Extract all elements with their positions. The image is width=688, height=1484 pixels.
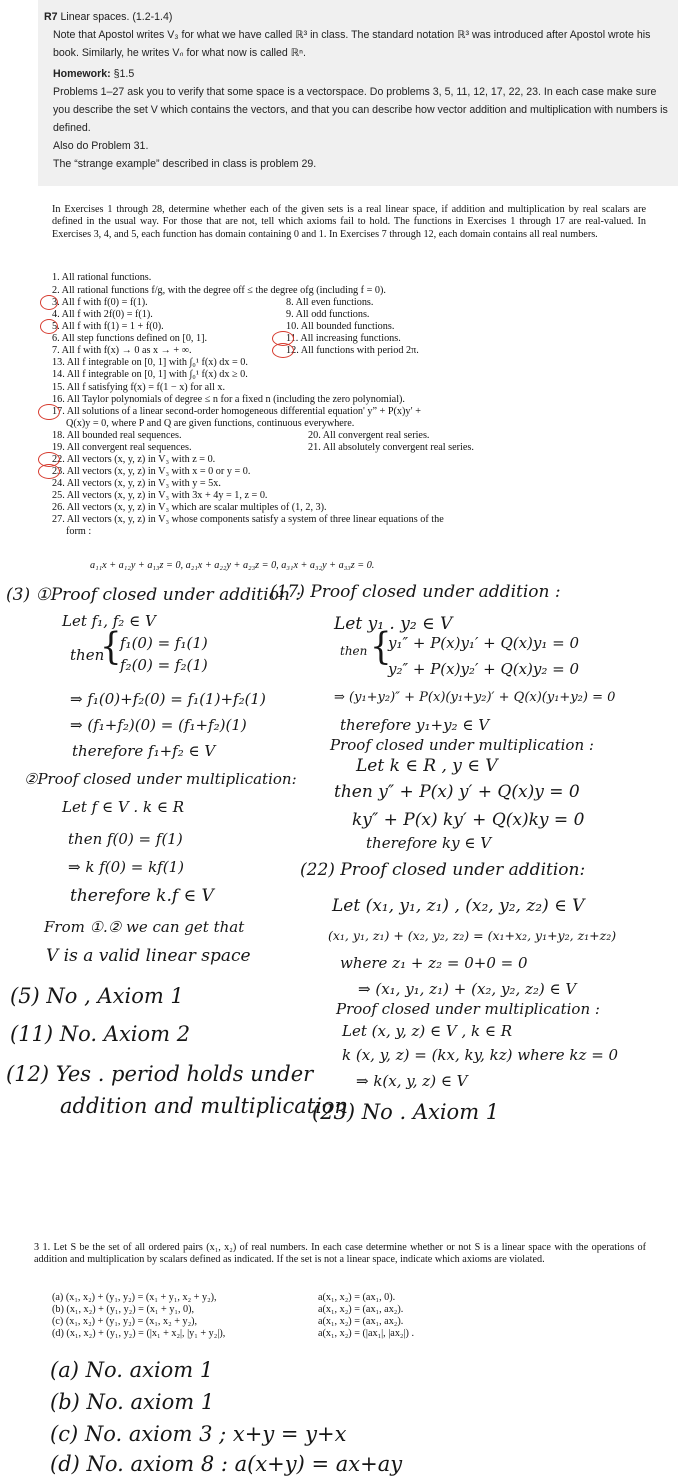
- exercise-7: 7. All f with f(x) → 0 as x → + ∞.: [52, 345, 192, 356]
- exercise-14: 14. All f integrable on [0, 1] with ∫₀¹ f(x) dx ≥ 0.: [52, 369, 248, 380]
- exercise-21: 21. All absolutely convergent real series.: [308, 442, 474, 453]
- exercise-17-line2: Q(x)y = 0, where P and Q are given functions, continuous everywhere.: [66, 418, 355, 429]
- hw-3-valid: V is a valid linear space: [46, 946, 251, 966]
- hw-11-answer: (11) No. Axiom 2: [10, 1022, 191, 1046]
- hw-3-add-conclusion: therefore f₁+f₂ ∈ V: [72, 742, 216, 760]
- problem-31b-addition: (b) (x₁, x₂) + (y₁, y₂) = (x₁ + y₁, 0),: [52, 1304, 195, 1315]
- exercise-12: 12. All functions with period 2π.: [286, 345, 419, 356]
- exercise-23: 23. All vectors (x, y, z) in V₃ with x = 0 or y = 0.: [52, 466, 251, 477]
- hw-5-answer: (5) No , Axiom 1: [10, 984, 184, 1008]
- hw-3-mult-then: then f(0) = f(1): [68, 830, 183, 848]
- exercise-20: 20. All convergent real series.: [308, 430, 430, 441]
- exercise-9: 9. All odd functions.: [286, 309, 370, 320]
- exercise-8: 8. All even functions.: [286, 297, 374, 308]
- hw-3-mult-let: Let f ∈ V . k ∈ R: [62, 798, 184, 816]
- answer-31c: (c) No. axiom 3 ; x+y = y+x: [50, 1422, 347, 1446]
- hw-12-answer: (12) Yes . period holds under: [6, 1062, 314, 1086]
- exercise-6: 6. All step functions defined on [0, 1].: [52, 333, 208, 344]
- exercise-22: 22. All vectors (x, y, z) in V₃ with z = 0.: [52, 454, 216, 465]
- hw-3-sum: ⇒ f₁(0)+f₂(0) = f₁(1)+f₂(1): [70, 690, 266, 708]
- homework-section: §1.5: [113, 68, 135, 80]
- hw-22-heading: (22) Proof closed under addition:: [300, 860, 586, 880]
- homework-heading: [44, 65, 670, 83]
- answer-31d: (d) No. axiom 8 : a(x+y) = ax+ay: [50, 1452, 403, 1476]
- hw-3-then: then: [70, 646, 105, 664]
- problem-31d-multiplication: a(x₁, x₂) = (|ax₁|, |ax₂|) .: [318, 1328, 414, 1339]
- hw-17-eq1: y₁″ + P(x)y₁′ + Q(x)y₁ = 0: [388, 634, 580, 652]
- also-problem: Also do Problem 31.: [53, 140, 149, 152]
- hw-22-add-conclusion: ⇒ (x₁, y₁, z₁) + (x₂, y₂, z₂) ∈ V: [358, 980, 577, 998]
- hw-22-sum: (x₁, y₁, z₁) + (x₂, y₂, z₂) = (x₁+x₂, y₁+y₂, z₁+z₂): [328, 928, 617, 943]
- hw-3-mult-conclusion: therefore k.f ∈ V: [70, 886, 214, 906]
- left-brace: {: [100, 625, 122, 669]
- exercise-27-line2: form :: [66, 526, 92, 537]
- problem-31b-multiplication: a(x₁, x₂) = (ax₁, ax₂).: [318, 1304, 404, 1315]
- hw-17-heading: (17) Proof closed under addition :: [270, 582, 561, 602]
- notation-note: Note that Apostol writes V₃ for what we have called ℝ³ in class. The standard notation ℝ³ was introduced after Apostol wrote his book. Similarly, he writes Vₙ for what now is called ℝⁿ.: [53, 29, 651, 59]
- hw-22-where: where z₁ + z₂ = 0+0 = 0: [340, 954, 528, 972]
- exercise-15: 15. All f satisfying f(x) = f(1 − x) for all x.: [52, 382, 226, 393]
- hw-17-mult-conclusion: therefore ky ∈ V: [366, 834, 492, 852]
- hw-17-let: Let y₁ . y₂ ∈ V: [334, 614, 453, 634]
- hw-17-then: then: [340, 644, 368, 658]
- hw-3-mult-heading: ②Proof closed under multiplication:: [24, 770, 297, 788]
- exercise-25: 25. All vectors (x, y, z) in V₃ with 3x + 4y = 1, z = 0.: [52, 490, 268, 501]
- exercise-11: 11. All increasing functions.: [286, 333, 401, 344]
- exercise-2: 2. All rational functions f/g, with the degree off ≤ the degree ofg (including f = 0).: [52, 285, 386, 296]
- exercise-10: 10. All bounded functions.: [286, 321, 395, 332]
- exercise-19: 19. All convergent real sequences.: [52, 442, 192, 453]
- hw-3-let: Let f₁, f₂ ∈ V: [62, 612, 156, 630]
- answer-31b: (b) No. axiom 1: [50, 1390, 215, 1414]
- hw-22-mult-conclusion: ⇒ k(x, y, z) ∈ V: [356, 1072, 468, 1090]
- hw-17-mult-k: ky″ + P(x) ky′ + Q(x)ky = 0: [352, 810, 585, 830]
- hw-3-sum2: ⇒ (f₁+f₂)(0) = (f₁+f₂)(1): [70, 716, 247, 734]
- exercise-13: 13. All f integrable on [0, 1] with ∫₀¹ f(x) dx = 0.: [52, 357, 248, 368]
- hw-12-reason: addition and multiplication: [60, 1094, 349, 1118]
- answer-31a: (a) No. axiom 1: [50, 1358, 214, 1382]
- problem-31d-addition: (d) (x₁, x₂) + (y₁, y₂) = (|x₁ + x₂|, |y₁ + y₂|),: [52, 1328, 226, 1339]
- exercise-24: 24. All vectors (x, y, z) in V₃ with y = 5x.: [52, 478, 221, 489]
- exercise-intro: In Exercises 1 through 28, determine whether each of the given sets is a real linear space, if addition and multiplication by real scalars are defined in the usual way. For those that are not, tell which axioms fail to hold. The functions in Exercises 1 through 17 are real-valued. In Exercises 3, 4, and 5, each function has domain containing 0 and 1. In Exercises 7 through 12, each domain contains all real numbers.: [52, 204, 646, 240]
- hw-22-mult-let: Let (x, y, z) ∈ V , k ∈ R: [342, 1022, 513, 1040]
- assignment-box: [38, 0, 678, 186]
- hw-3-cond2: f₂(0) = f₂(1): [120, 656, 208, 674]
- hw-17-add-conclusion: therefore y₁+y₂ ∈ V: [340, 716, 490, 734]
- hw-17-mult-let: Let k ∈ R , y ∈ V: [356, 756, 498, 776]
- problem-31c-multiplication: a(x₁, x₂) = (ax₁, ax₂).: [318, 1316, 404, 1327]
- problem-31c-addition: (c) (x₁, x₂) + (y₁, y₂) = (x₁, x₂ + y₂),: [52, 1316, 198, 1327]
- hw-23-answer: (23) No . Axiom 1: [312, 1100, 500, 1124]
- strange-example-note: The “strange example” described in class is problem 29.: [53, 158, 317, 170]
- exercise-26: 26. All vectors (x, y, z) in V₃ which are scalar multiples of (1, 2, 3).: [52, 502, 327, 513]
- hw-3-cond1: f₁(0) = f₁(1): [120, 634, 208, 652]
- hw-17-mult-then: then y″ + P(x) y′ + Q(x)y = 0: [334, 782, 580, 802]
- hw-22-mult-k: k (x, y, z) = (kx, ky, kz) where kz = 0: [342, 1046, 619, 1064]
- exercise-18: 18. All bounded real sequences.: [52, 430, 182, 441]
- assignment-topic: Linear spaces. (1.2-1.4): [60, 11, 173, 23]
- assignment-code: R7: [44, 11, 58, 23]
- hw-17-eq2: y₂″ + P(x)y₂′ + Q(x)y₂ = 0: [388, 660, 580, 678]
- hw-17-sum: ⇒ (y₁+y₂)″ + P(x)(y₁+y₂)′ + Q(x)(y₁+y₂) = 0: [334, 690, 616, 705]
- hw-3-mult-k: ⇒ k f(0) = kf(1): [68, 858, 184, 876]
- homework-label: Homework:: [53, 68, 111, 80]
- problem-31a-multiplication: a(x₁, x₂) = (ax₁, 0).: [318, 1292, 396, 1303]
- exercise-3: 3. All f with f(0) = f(1).: [52, 297, 148, 308]
- exercise-1: 1. All rational functions.: [52, 272, 152, 283]
- hw-3-from: From ①.② we can get that: [44, 918, 245, 936]
- exercise-5: 5. All f with f(1) = 1 + f(0).: [52, 321, 164, 332]
- exercise-27-line1: 27. All vectors (x, y, z) in V₃ whose components satisfy a system of three linear equations of the: [52, 514, 444, 525]
- problem-31a-addition: (a) (x₁, x₂) + (y₁, y₂) = (x₁ + y₁, x₂ + y₂),: [52, 1292, 217, 1303]
- hw-3-heading: (3) ①Proof closed under addition :: [6, 585, 302, 605]
- hw-22-let: Let (x₁, y₁, z₁) , (x₂, y₂, z₂) ∈ V: [332, 896, 585, 916]
- right-brace: {: [370, 625, 392, 669]
- assignment-title: [44, 8, 670, 26]
- exercise-16: 16. All Taylor polynomials of degree ≤ n for a fixed n (including the zero polynomial).: [52, 394, 405, 405]
- exercise-17-line1: 17. All solutions of a linear second-order homogeneous differential equation' y” + P(x)y′ +: [52, 406, 422, 417]
- linear-equations: a₁₁x + a₁₂y + a₁₃z = 0, a₂₁x + a₂₂y + a₂₃z = 0, a₃₁x + a₃₂y + a₃₃z = 0.: [90, 560, 375, 571]
- hw-22-mult-heading: Proof closed under multiplication :: [336, 1000, 600, 1018]
- homework-text: Problems 1–27 ask you to verify that some space is a vectorspace. Do problems 3, 5, 11, 12, 17, 22, 23. In each case make sure you describe the set V which contains the vectors, and that you can describe how vector addition and multiplication with numbers is defined.: [53, 86, 668, 134]
- hw-17-mult-heading: Proof closed under multiplication :: [330, 736, 594, 754]
- problem-31-statement: 3 1. Let S be the set of all ordered pairs (x₁, x₂) of real numbers. In each case determine whether or not S is a linear space with the operations of addition and multiplication by scalars defined as indicated. If the set is not a linear space, indicate which axioms are violated.: [34, 1242, 646, 1266]
- exercise-4: 4. All f with 2f(0) = f(1).: [52, 309, 153, 320]
